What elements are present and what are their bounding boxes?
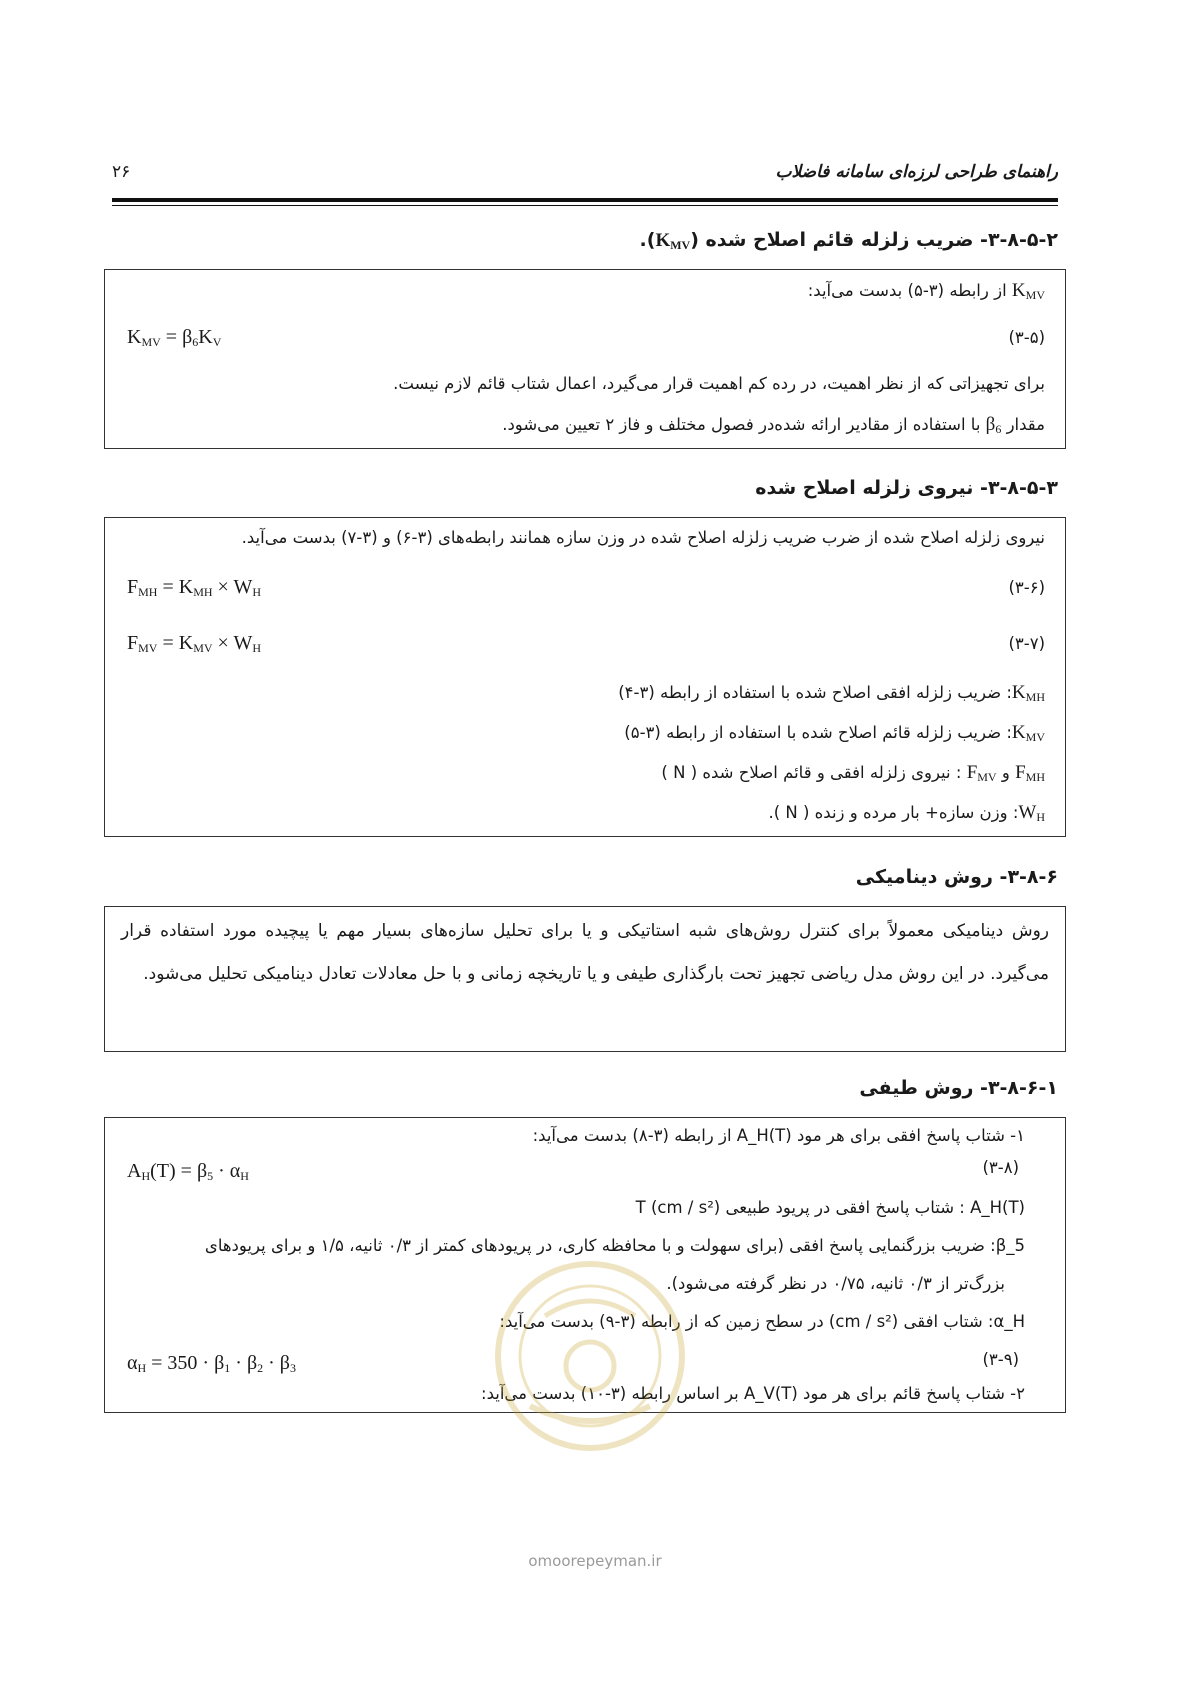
header-rule-thick — [112, 198, 1058, 202]
equation-number: (۳-۸) — [982, 1158, 1019, 1177]
section-heading-3-8-5-3: ۳-۸-۵-۳- نیروی زلزله اصلاح شده — [755, 477, 1058, 499]
definition-wh: $W_H$: وزن سازه+ بار مرده و زنده ( N ). — [768, 802, 1045, 824]
page-number: ۲۶ — [112, 162, 131, 182]
box-dynamic-method — [104, 906, 1066, 1052]
equation-3-9: $\alpha_H = 350 \cdot \beta_1 \cdot \beta_2 \cdot \beta_3$ — [127, 1352, 296, 1375]
definition-beta5: β_5: ضریب بزرگنمایی پاسخ افقی (برای سهولت و با محافظه کاری، در پریودهای کمتر از ۰/۳ ثانیه، ۱/۵ و برای پریودهای — [204, 1236, 1025, 1255]
equation-3-8: $A_H(T) = \beta_5 \cdot \alpha_H$ — [127, 1160, 249, 1183]
equation-3-6: $F_{MH} = K_{MH} \times W_H$ — [127, 576, 262, 599]
box-vertical-coefficient — [104, 269, 1066, 449]
equation-number: (۳-۶) — [1008, 578, 1045, 597]
book-title: راهنمای طراحی لرزه‌ای سامانه فاضلاب — [775, 162, 1058, 182]
section-heading-3-8-6: ۳-۸-۶- روش دینامیکی — [855, 866, 1058, 888]
text-line: نیروی زلزله اصلاح شده از ضرب ضریب زلزله اصلاح شده در وزن سازه همانند رابطه‌های (۳-۶) و (۳-۷) بدست می‌آید. — [241, 528, 1045, 547]
equation-number: (۳-۷) — [1008, 634, 1045, 653]
equation-3-5: $K_{MV} = \beta_6K_V$ — [127, 326, 222, 349]
equation-3-7: $F_{MV} = K_{MV} \times W_H$ — [127, 632, 262, 655]
box-modified-force — [104, 517, 1066, 837]
item-2: ۲- شتاب پاسخ قائم برای هر مود A_V(T) بر اساس رابطه (۳-۱۰) بدست می‌آید: — [481, 1384, 1025, 1403]
definition-fmh-fmv: $F_{MH}$ و $F_{MV}$ : نیروی زلزله افقی و قائم اصلاح شده ( N ) — [661, 762, 1045, 784]
watermark-seal-icon — [490, 1256, 690, 1456]
section-heading-3-8-6-1: ۳-۸-۶-۱- روش طیفی — [859, 1077, 1058, 1099]
paragraph: روش دینامیکی معمولاً برای کنترل روش‌های شبه استاتیکی و یا برای تحلیل سازه‌های بسیار مهم یا پیچیده مورد استفاده قرار می‌گیرد. در این روش مدل ریاضی تجهیز تحت بارگذاری طیفی و یا تاریخچه زمانی و با حل معادلات تعادل دینامیکی تحلیل می‌شود. — [121, 921, 1049, 984]
section-heading-3-8-5-2: ۳-۸-۵-۲- ضریب زلزله قائم اصلاح شده $(K_{MV})$. — [639, 229, 1058, 252]
text-line: مقدار $\beta_6$ با استفاده از مقادیر ارائه شده‌در فصول مختلف و فاز ۲ تعیین می‌شود. — [502, 414, 1045, 436]
definition-beta5-cont: بزرگ‌تر از ۰/۳ ثانیه، ۰/۷۵ در نظر گرفته می‌شود). — [666, 1274, 1005, 1293]
definition-kmh: $K_{MH}$: ضریب زلزله افقی اصلاح شده با استفاده از رابطه (۳-۴) — [618, 682, 1045, 704]
item-1: ۱- شتاب پاسخ افقی برای هر مود A_H(T) از رابطه (۳-۸) بدست می‌آید: — [532, 1126, 1025, 1145]
equation-number: (۳-۹) — [982, 1350, 1019, 1369]
header-rule-thin — [112, 205, 1058, 206]
watermark-site: omoorepeyman.ir — [528, 1552, 662, 1570]
equation-number: (۳-۵) — [1008, 328, 1045, 347]
running-header — [112, 158, 1058, 188]
text-line: برای تجهیزاتی که از نظر اهمیت، در رده کم اهمیت قرار می‌گیرد، اعمال شتاب قائم لازم نیست. — [393, 374, 1045, 393]
definition-alpha: α_H: شتاب افقی (cm / s²) در سطح زمین که از رابطه (۳-۹) بدست می‌آید: — [499, 1312, 1025, 1331]
definition-ah: A_H(T) : شتاب پاسخ افقی در پریود طبیعی T (cm / s²) — [635, 1198, 1025, 1217]
definition-kmv: $K_{MV}$: ضریب زلزله قائم اصلاح شده با استفاده از رابطه (۳-۵) — [624, 722, 1045, 744]
text-line: $K_{MV}$ از رابطه (۳-۵) بدست می‌آید: — [807, 280, 1045, 302]
